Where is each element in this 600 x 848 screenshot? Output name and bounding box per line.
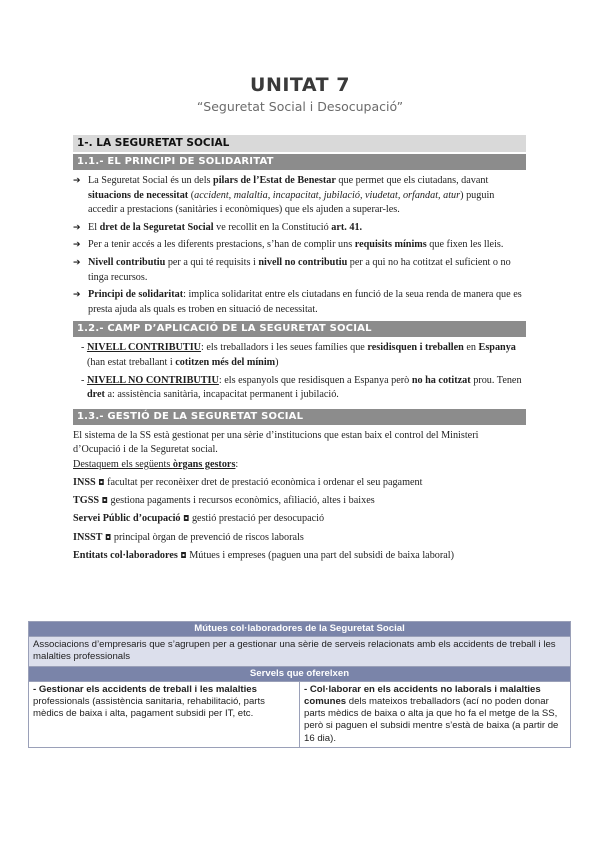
- subsection-heading-gestio: 1.3.- GESTIÓ DE LA SEGURETAT SOCIAL: [73, 409, 526, 425]
- table-description: Associacions d’empresaris que s’agrupen per a gestionar una sèrie de serveis relacionats amb els accidents de treball i les malalties professionals: [29, 637, 571, 666]
- bullet-item: ➔ Principi de solidaritat: implica solidaritat entre els ciutadans en funció de la seua renda de manera que es presta ajuda als quals es troben en situació de necessitat.: [73, 289, 522, 315]
- main-content: [73, 135, 526, 563]
- arrow-bullet-icon: ➔: [73, 290, 81, 301]
- service-cell-left: - Gestionar els accidents de treball i les malalties professionals (assistència sanitaria, rehabilitació, parts mèdics de baixa i alta, pagament subsidi per IT, etc.: [29, 681, 300, 747]
- arrow-bullet-icon: ➔: [73, 257, 81, 268]
- box-icon: ◘: [98, 478, 105, 488]
- gestor-item: Entitats col·laboradores ◘ Mútues i empreses (paguen una part del subsidi de baixa laboral): [73, 549, 455, 561]
- box-icon: ◘: [105, 532, 112, 542]
- box-icon: ◘: [183, 514, 190, 524]
- gestor-item: TGSS ◘ gestiona pagaments i recursos econòmics, afiliació, altes i baixes: [73, 495, 375, 507]
- table-title: Mútues col·laboradores de la Seguretat Social: [29, 622, 571, 637]
- mutues-table: [28, 621, 571, 748]
- bullet-item: ➔ Nivell contributiu per a qui té requisits i nivell no contributiu per a qui no ha cotitzat el suficient o no tinga recursos.: [73, 256, 511, 283]
- gestor-item: Servei Públic d’ocupació ◘ gestió prestació per desocupació: [73, 513, 325, 525]
- solidaritat-list: [73, 174, 526, 317]
- subsection-heading-camp-aplicacio: 1.2.- CAMP D’APLICACIÓ DE LA SEGURETAT SOCIAL: [73, 321, 526, 337]
- services-header: Servels que oferelxen: [29, 666, 571, 681]
- arrow-bullet-icon: ➔: [73, 176, 81, 186]
- dash-item-no-contributiu: - NIVELL NO CONTRIBUTIU: els espanyols que residisquen a Espanya però no ha cotitzat prou. Tenen dret a: assistència sanitària, incapacitat permanent i jubilació.: [81, 374, 522, 401]
- gestor-item: INSST ◘ principal òrgan de prevenció de riscos laborals: [73, 531, 304, 543]
- arrow-bullet-icon: ➔: [73, 222, 81, 233]
- box-icon: ◘: [180, 550, 187, 560]
- dash-item-contributiu: - NIVELL CONTRIBUTIU: els treballadors i les seues famílies que residisquen i treballen en Espanya (han estat treballant i cotitzen més del mínim): [81, 342, 516, 368]
- bullet-item: ➔ Per a tenir accés a les diferents prestacions, s’han de complir uns requisits mínims que fixen les lleis.: [73, 238, 526, 253]
- gestor-item: INSS ◘ facultat per reconèixer dret de prestació econòmica i ordenar el seu pagament: [73, 477, 423, 489]
- subsection-heading-solidaritat: 1.1.- EL PRINCIPI DE SOLIDARITAT: [73, 154, 526, 170]
- gestio-paragraph: El sistema de la SS està gestionat per una sèrie d’institucions que estan baix el control del Ministeri d’Ocupació i de la Seguretat social.: [73, 429, 479, 456]
- service-cell-right: - Col·laborar en els accidents no laborals i malalties comunes dels mateixos treballadors (ací no poden donar parts mèdics de baixa o alta ja que ho fa el metge de la SS, però si paguen el subsidi mentre s’està de baixa (a partir de 16 dia).: [300, 681, 571, 747]
- arrow-bullet-icon: ➔: [73, 240, 81, 251]
- box-icon: ◘: [101, 496, 108, 506]
- destaquem-line: Destaquem els següents òrgans gestors:: [73, 458, 239, 470]
- page-title: UNITAT 7: [250, 74, 350, 96]
- page-subtitle: “Seguretat Social i Desocupació”: [196, 99, 404, 114]
- bullet-item: ➔ La Seguretat Social és un dels pilars de l’Estat de Benestar que permet que els ciutadans, davant situacions de necessitat (accident, malaltia, incapacitat, jubilació, viudetat, orfandat, atur) puguin accedir a prestacions (sanitàries i econòmiques) que els ajuden a superar-les.: [73, 175, 495, 216]
- section-heading-seguretat-social: 1-. LA SEGURETAT SOCIAL: [73, 135, 526, 152]
- bullet-item: ➔ El dret de la Seguretat Social ve recollit en la Constitució art. 41.: [73, 221, 526, 236]
